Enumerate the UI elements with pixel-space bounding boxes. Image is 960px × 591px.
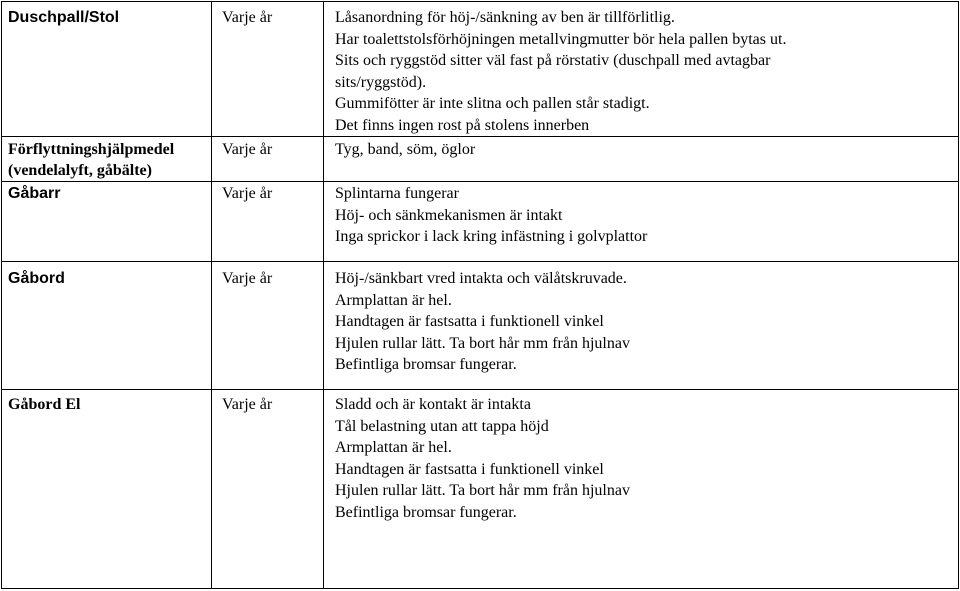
check-line: Armplattan är hel.: [335, 291, 452, 309]
check-line: Handtagen är fastsatta i funktionell vinkel: [335, 313, 604, 330]
check-line: Armplattan är hel.: [335, 439, 452, 456]
table-row: [2, 2, 959, 137]
check-line: Tål belastning utan att tappa höjd: [335, 417, 549, 435]
frequency-value: Varje år: [222, 141, 273, 158]
check-line: sits/ryggstöd).: [335, 73, 427, 91]
checks-cell: [324, 262, 959, 390]
frequency-cell: [212, 262, 324, 390]
check-line: Befintliga bromsar fungerar.: [335, 356, 517, 373]
check-line: Har toalettstolsförhöjningen metallvingmutter bör hela pallen bytas ut.: [335, 30, 787, 48]
table-row: [2, 390, 959, 589]
checks-cell: [324, 182, 959, 262]
item-name: Gåbord El: [8, 396, 81, 413]
check-list: [324, 137, 958, 161]
item-name: Gåbord: [8, 270, 65, 287]
check-line: Befintliga bromsar fungerar.: [335, 503, 517, 521]
item-name: Duschpall/Stol: [8, 9, 120, 26]
check-line: Tyg, band, söm, öglor: [335, 141, 476, 158]
item-name: Förflyttningshjälpmedel (vendelalyft, gåbälte): [8, 141, 175, 179]
frequency-value: Varje år: [222, 396, 273, 413]
frequency-cell: [212, 390, 324, 589]
check-line: Det finns ingen rost på stolens innerben: [335, 116, 590, 134]
check-line: Hjulen rullar lätt. Ta bort hår mm från hjulnav: [335, 334, 630, 352]
table-row: [2, 182, 959, 262]
frequency-value: Varje år: [222, 9, 273, 26]
inspection-table: [1, 1, 959, 589]
check-list: [324, 262, 958, 376]
item-cell: [2, 262, 212, 390]
check-line: Låsanordning för höj-/sänkning av ben är tillförlitlig.: [335, 9, 675, 26]
check-line: Sits och ryggstöd sitter väl fast på rörstativ (duschpall med avtagbar: [335, 52, 771, 69]
check-line: Gummifötter är inte slitna och pallen står stadigt.: [335, 95, 650, 112]
check-list: [324, 2, 958, 136]
check-line: Splintarna fungerar: [335, 185, 459, 202]
check-line: Höj- och sänkmekanismen är intakt: [335, 206, 563, 224]
item-name: Gåbarr: [8, 185, 61, 202]
frequency-cell: [212, 137, 324, 182]
check-list: [324, 390, 958, 523]
table-row: [2, 262, 959, 390]
item-cell: [2, 390, 212, 589]
checks-cell: [324, 390, 959, 589]
item-cell: [2, 182, 212, 262]
check-line: Inga sprickor i lack kring infästning i golvplattor: [335, 228, 648, 245]
frequency-cell: [212, 182, 324, 262]
check-line: Sladd och är kontakt är intakta: [335, 396, 531, 413]
checks-cell: [324, 137, 959, 182]
item-cell: [2, 2, 212, 137]
frequency-value: Varje år: [222, 270, 273, 287]
check-line: Handtagen är fastsatta i funktionell vinkel: [335, 460, 604, 478]
item-cell: [2, 137, 212, 182]
checks-cell: [324, 2, 959, 137]
table-row: [2, 137, 959, 182]
frequency-value: Varje år: [222, 185, 273, 202]
check-line: Höj-/sänkbart vred intakta och välåtskruvade.: [335, 270, 627, 287]
frequency-cell: [212, 2, 324, 137]
check-list: [324, 182, 958, 248]
check-line: Hjulen rullar lätt. Ta bort hår mm från hjulnav: [335, 482, 630, 499]
